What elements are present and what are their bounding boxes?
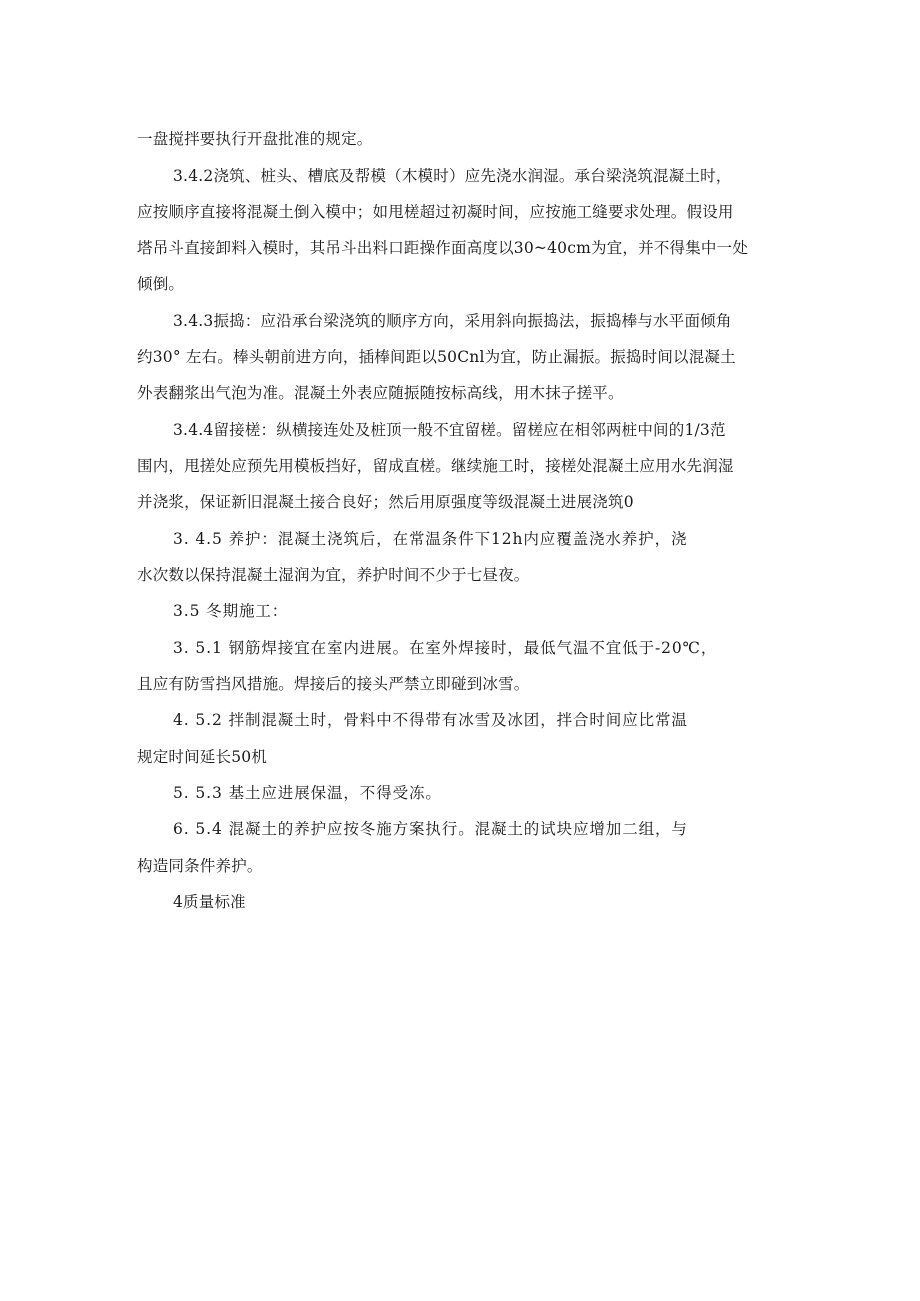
- section-3-4-2-line-2: 应按顺序直接将混凝土倒入模中；如甩槎超过初凝时间，应按施工缝要求处理。假设用: [137, 203, 734, 221]
- section-3-4-4-line-1: 3.4.4留接槎：纵横接连处及桩顶一般不宜留槎。留槎应在相邻两桩中间的1/3范: [173, 421, 726, 439]
- section-6-5-4-line-1: 6. 5.4 混凝土的养护应按冬施方案执行。混凝土的试块应增加二组，与: [173, 820, 688, 838]
- section-3-5-1-line-1: 3. 5.1 钢筋焊接宜在室内进展。在室外焊接时，最低气温不宜低于-20℃，: [173, 639, 718, 657]
- section-4-5-2-line-2: 规定时间延长50机: [137, 748, 268, 766]
- section-3-4-2-line-1: 3.4.2浇筑、桩头、槽底及帮模（木模时）应先浇水润湿。承台梁浇筑混凝土时，: [173, 167, 732, 185]
- section-5-5-3-line: 5. 5.3 基土应进展保温，不得受冻。: [173, 784, 442, 802]
- quality-standard-heading: 4质量标准: [173, 893, 246, 911]
- section-4-5-2-line-1: 4. 5.2 拌制混凝土时，骨料中不得带有冰雪及冰团，拌合时间应比常温: [173, 711, 688, 729]
- paragraph-continuation-line: 一盘搅拌要执行开盘批准的规定。: [137, 130, 373, 148]
- section-3-5-1-line-2: 且应有防雪挡风措施。焊接后的接头严禁立即碰到冰雪。: [137, 675, 530, 693]
- section-3-4-5-line-1: 3. 4.5 养护：混凝土浇筑后，在常温条件下12h内应覆盖浇水养护，浇: [173, 530, 688, 548]
- section-3-4-3-line-2: 约30° 左右。棒头朝前进方向，插棒间距以50Cnl为宜，防止漏振。振捣时间以混凝土: [137, 348, 736, 366]
- section-3-4-3-line-1: 3.4.3振捣：应沿承台梁浇筑的顺序方向，采用斜向振捣法，振捣棒与水平面倾角: [173, 312, 732, 330]
- section-6-5-4-line-2: 构造同条件养护。: [137, 857, 263, 875]
- section-3-4-2-line-3: 塔吊斗直接卸料入模时，其吊斗出料口距操作面高度以30~40cm为宜，并不得集中一处: [137, 239, 749, 257]
- section-3-4-3-line-3: 外表翻浆出气泡为准。混凝土外表应随振随按标高线，用木抹子搓平。: [137, 384, 624, 402]
- section-3-4-2-line-4: 倾倒。: [137, 275, 185, 293]
- section-3-4-4-line-3: 并浇浆，保证新旧混凝土接合良好；然后用原强度等级混凝土进展浇筑0: [137, 493, 634, 511]
- section-3-5-heading: 3.5 冬期施工：: [173, 602, 289, 620]
- section-3-4-4-line-2: 围内，甩搓处应预先用模板挡好，留成直槎。继续施工时，接槎处混凝土应用水先润湿: [137, 457, 734, 475]
- section-3-4-5-line-2: 水次数以保持混凝土湿润为宜，养护时间不少于七昼夜。: [137, 566, 530, 584]
